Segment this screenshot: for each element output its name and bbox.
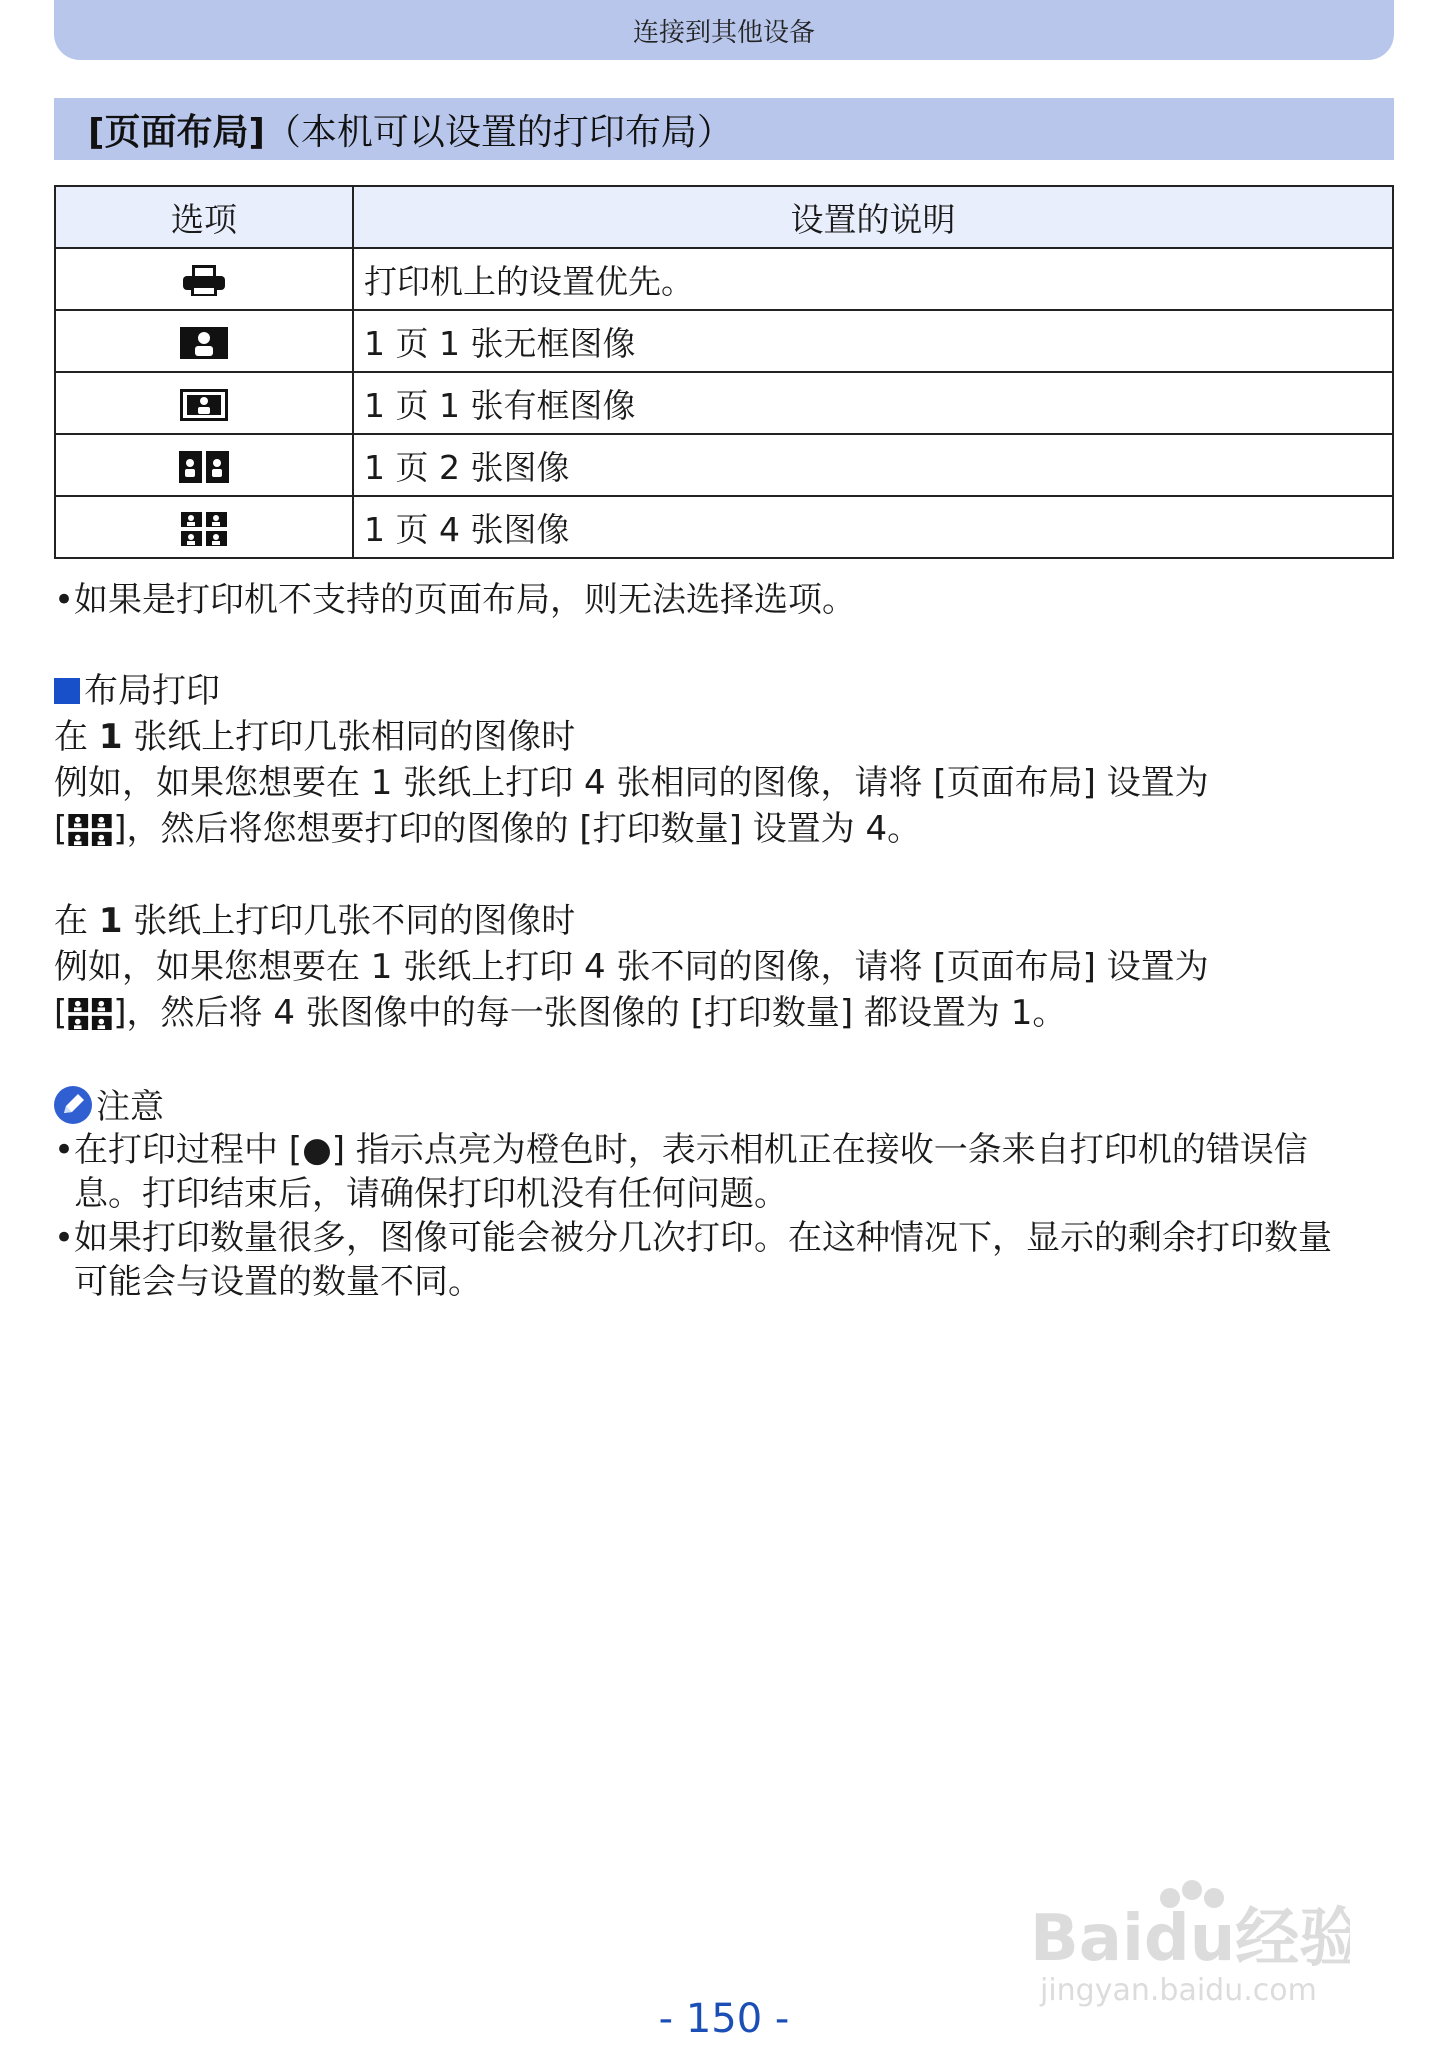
- table-row: [55, 310, 1393, 372]
- table-note-text: 如果是打印机不支持的页面布局，则无法选择选项。: [74, 580, 856, 620]
- table-header-row: [55, 186, 1393, 248]
- two-images-icon: [179, 451, 229, 483]
- bracket-open: [: [54, 809, 68, 849]
- option-desc: 1 页 1 张有框图像: [353, 372, 1393, 434]
- watermark-url: jingyan.baidu.com: [1040, 1973, 1317, 2008]
- note-line: 可能会与设置的数量不同。: [74, 1262, 482, 1302]
- layout-print-heading: [54, 668, 220, 714]
- option-desc: 打印机上的设置优先。: [353, 248, 1393, 310]
- bullet-dot: •: [54, 1218, 75, 1258]
- printer-icon: [181, 264, 227, 298]
- bracket-open: [: [54, 993, 68, 1033]
- page-number: - 150 -: [658, 1996, 790, 2042]
- bullet-dot: •: [54, 580, 75, 620]
- four-images-icon: [67, 814, 113, 846]
- option-desc: 1 页 1 张无框图像: [353, 310, 1393, 372]
- table-row: [55, 496, 1393, 558]
- layout-print-heading-text: 布局打印: [84, 671, 220, 711]
- note-line: 在打印过程中 [●] 指示点亮为橙色时，表示相机正在接收一条来自打印机的错误信: [74, 1130, 1308, 1170]
- header-bar: [54, 0, 1394, 60]
- column-desc-header: 设置的说明: [353, 186, 1393, 248]
- note-line: 息。打印结束后，请确保打印机没有任何问题。: [74, 1174, 788, 1214]
- same-images-line1: 例如，如果您想要在 1 张纸上打印 4 张相同的图像，请将 [页面布局] 设置为: [54, 763, 1209, 803]
- option-desc: 1 页 2 张图像: [353, 434, 1393, 496]
- notes-heading-text: 注意: [96, 1087, 164, 1127]
- section-bracket-label: [页面布局]: [88, 111, 265, 153]
- square-bullet-icon: [54, 678, 80, 704]
- same-images-line2: [54, 806, 921, 852]
- diff-images-line1: 例如，如果您想要在 1 张纸上打印 4 张不同的图像，请将 [页面布局] 设置为: [54, 947, 1209, 987]
- four-images-icon: [181, 512, 227, 546]
- borderless-image-icon: [180, 327, 228, 359]
- table-row: [55, 434, 1393, 496]
- title-suffix: 张纸上打印几张相同的图像时: [122, 717, 576, 757]
- pencil-note-icon: [54, 1086, 92, 1124]
- section-title: [54, 98, 1394, 160]
- same-images-title: [54, 714, 575, 760]
- note-line: 如果打印数量很多，图像可能会被分几次打印。在这种情况下，显示的剩余打印数量: [74, 1218, 1332, 1258]
- line2-suffix: ]，然后将您想要打印的图像的 [打印数量] 设置为 4。: [113, 809, 922, 849]
- line2-suffix: ]，然后将 4 张图像中的每一张图像的 [打印数量] 都设置为 1。: [113, 993, 1067, 1033]
- bullet-dot: •: [54, 1130, 75, 1170]
- table-row: [55, 372, 1393, 434]
- column-option-header: 选项: [55, 186, 353, 248]
- table-row: [55, 248, 1393, 310]
- baidu-watermark: [1030, 1880, 1350, 2014]
- title-suffix: 张纸上打印几张不同的图像时: [122, 901, 576, 941]
- framed-image-icon: [180, 389, 228, 421]
- option-desc: 1 页 4 张图像: [353, 496, 1393, 558]
- diff-images-line2: [54, 990, 1066, 1036]
- title-prefix: 在: [54, 901, 99, 941]
- section-subtitle: （本机可以设置的打印布局）: [264, 111, 733, 153]
- watermark-brand: Baidu经验: [1030, 1902, 1350, 1976]
- four-images-icon: [67, 998, 113, 1030]
- header-title: 连接到其他设备: [632, 17, 815, 48]
- notes-heading: [54, 1084, 164, 1130]
- title-num: 1: [98, 901, 123, 941]
- diff-images-title: [54, 898, 575, 944]
- layout-options-table: [54, 185, 1394, 559]
- title-num: 1: [98, 717, 123, 757]
- title-prefix: 在: [54, 717, 99, 757]
